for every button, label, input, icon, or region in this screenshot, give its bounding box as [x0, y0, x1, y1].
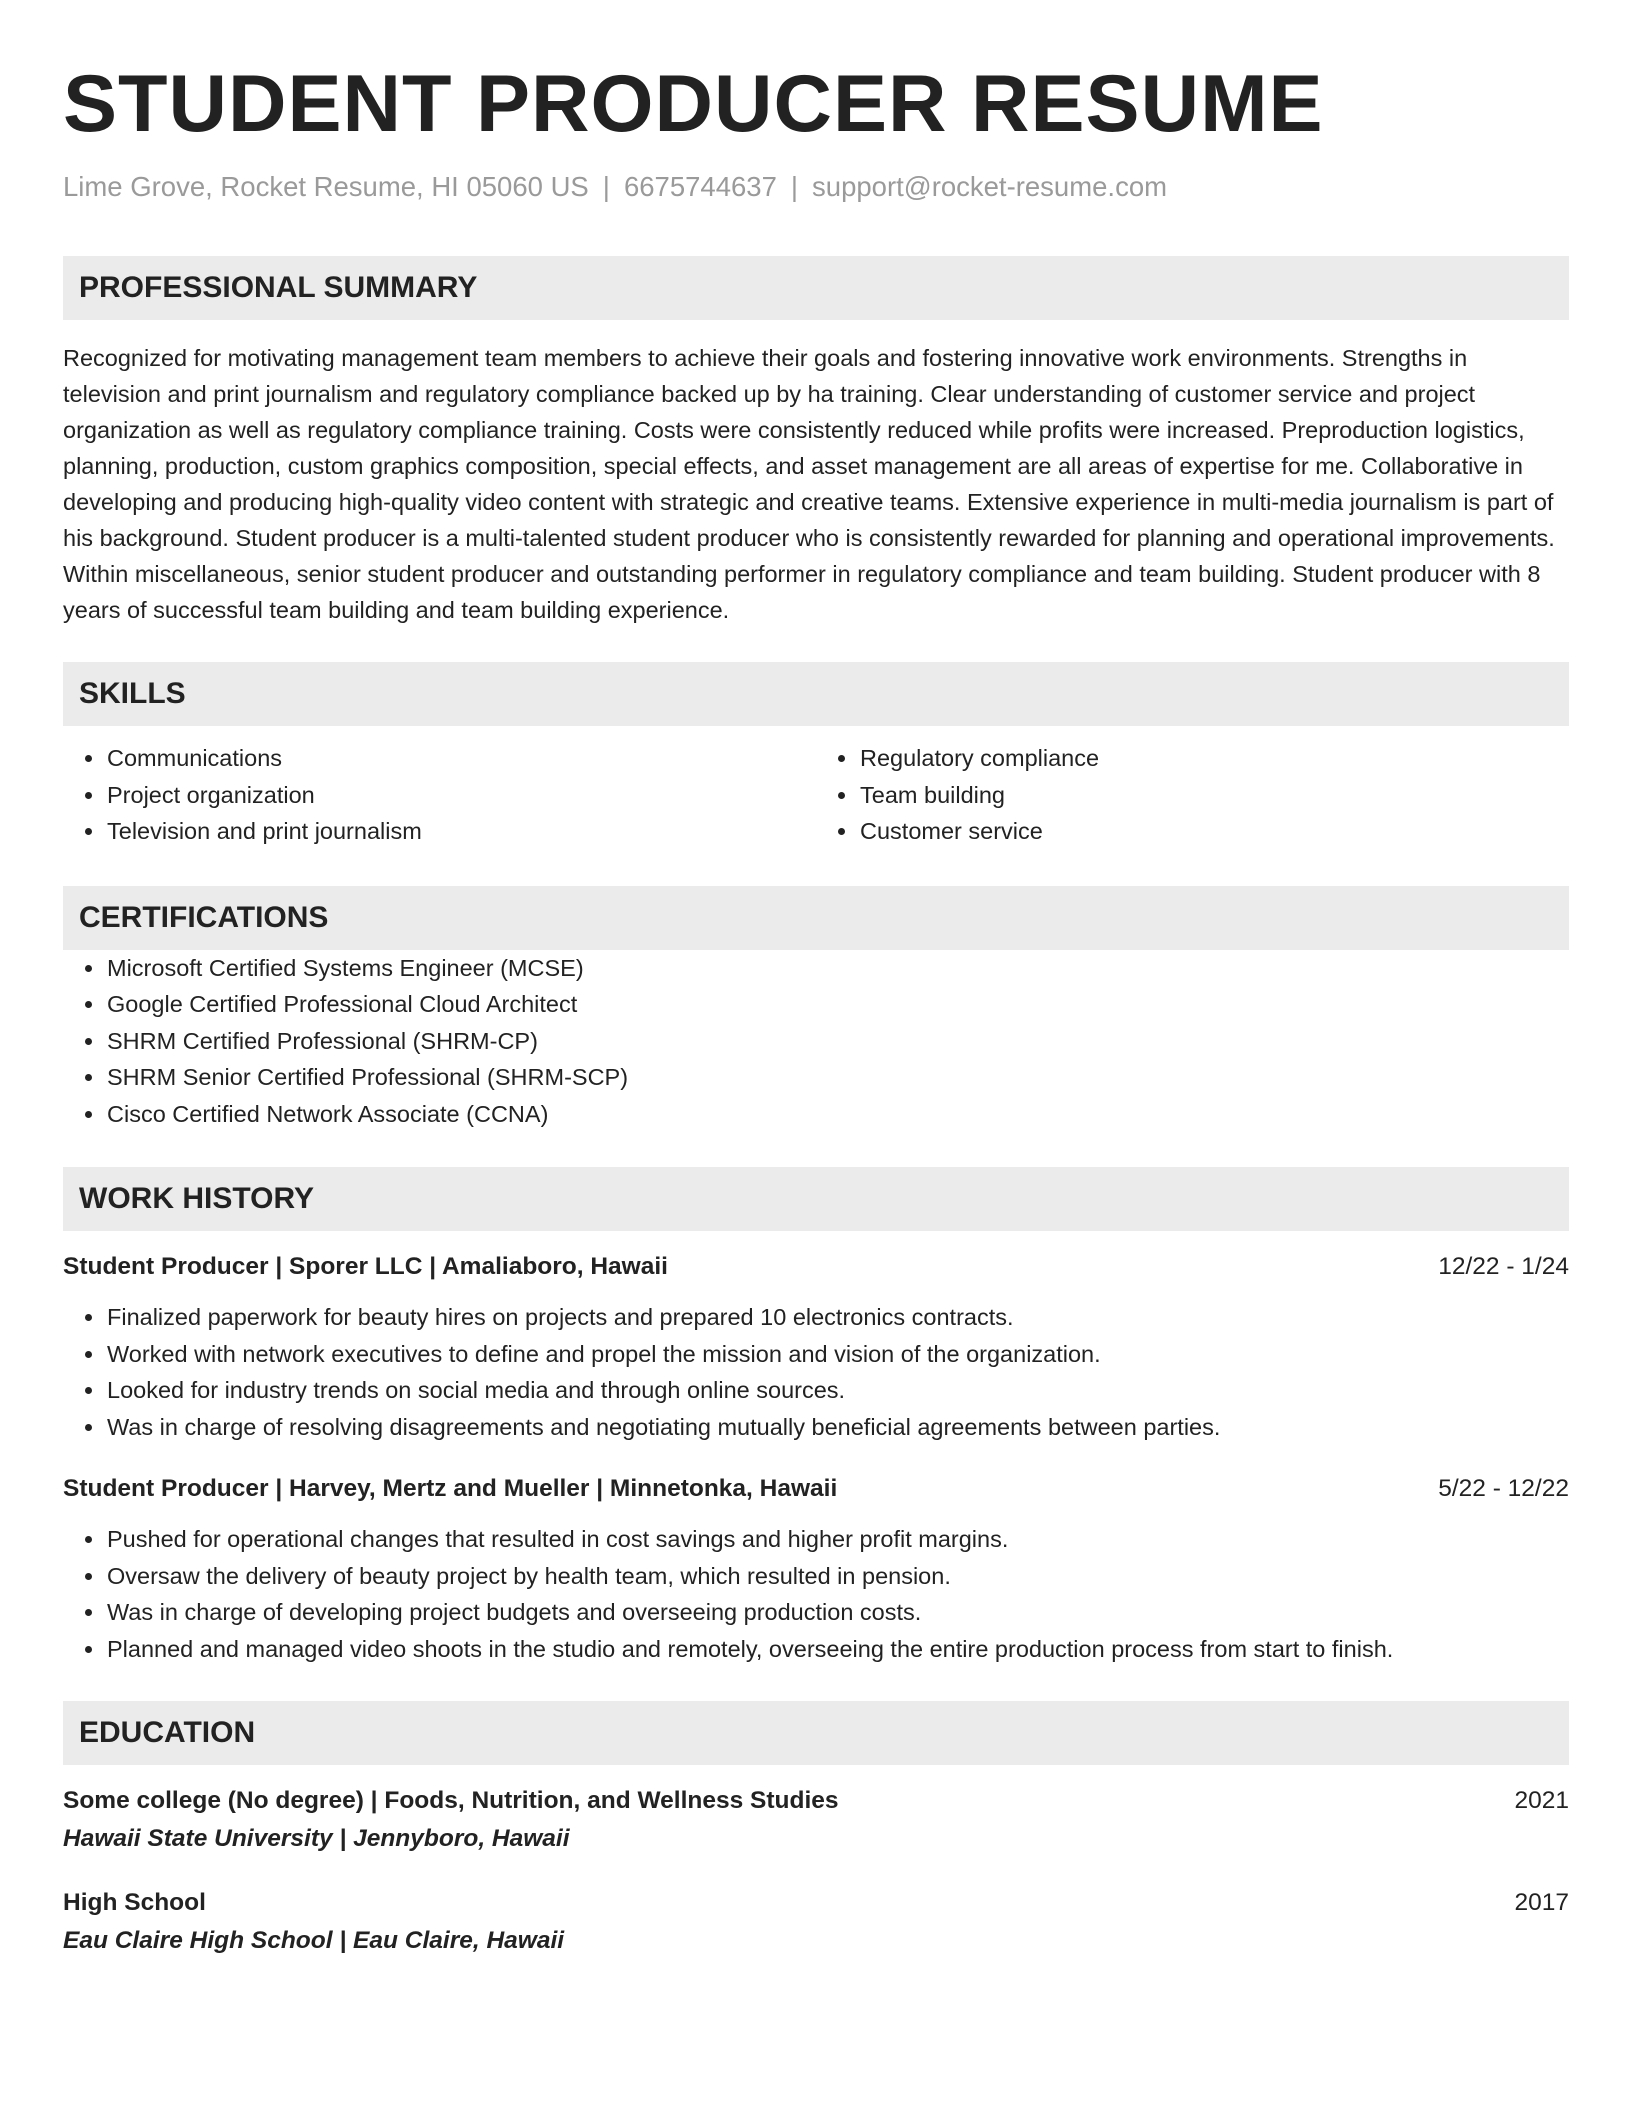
- job-bullet: • Worked with network executives to define and propel the mission and vision of the organization.: [106, 1336, 1569, 1373]
- job-title: Student Producer | Sporer LLC | Amaliaboro, Hawaii: [63, 1253, 668, 1280]
- skills-column-right: [816, 740, 1569, 850]
- job-dates: 12/22 - 1/24: [1438, 1253, 1569, 1280]
- education-degree: High School: [63, 1889, 206, 1916]
- certifications-list: [63, 950, 1569, 1133]
- education-school: Eau Claire High School | Eau Claire, Hawaii: [63, 1927, 565, 1954]
- job-bullet: • Was in charge of resolving disagreements and negotiating mutually beneficial agreements between parties.: [106, 1409, 1569, 1446]
- education-header: [63, 1885, 1569, 1921]
- job-entry: [63, 1249, 1569, 1445]
- certification-item: • Google Certified Professional Cloud Architect: [106, 986, 1569, 1023]
- job-entry: [63, 1471, 1569, 1667]
- job-bullets: [63, 1521, 1569, 1667]
- skill-item: • Project organization: [106, 777, 816, 814]
- job-header: [63, 1471, 1569, 1507]
- certification-item: • SHRM Senior Certified Professional (SHRM-SCP): [106, 1059, 1569, 1096]
- contact-phone: 6675744637: [623, 171, 777, 202]
- section-heading-certifications: CERTIFICATIONS: [63, 886, 1569, 950]
- contact-address: Lime Grove, Rocket Resume, HI 05060 US: [63, 171, 589, 202]
- education-school: Hawaii State University | Jennyboro, Hawaii: [63, 1825, 570, 1852]
- education-entry: [63, 1885, 1569, 1959]
- education-year: 2021: [1514, 1787, 1569, 1814]
- skill-item: • Regulatory compliance: [859, 740, 1569, 777]
- summary-text: Recognized for motivating management team members to achieve their goals and fostering innovative work environments. Strengths in television and print journalism and regulatory compliance backed up by ha training. Clear understanding of customer service and project organization as well as regulatory compliance training. Costs were consistently reduced while profits were increased. Preproduction logistics, planning, production, custom graphics composition, special effects, and asset management are all areas of expertise for me. Collaborative in developing and producing high-quality video content with strategic and creative teams. Extensive experience in multi-media journalism is part of his background. Student producer is a multi-talented student producer who is consistently rewarded for planning and operational improvements. Within miscellaneous, senior student producer and outstanding performer in regulatory compliance and team building. Student producer with 8 years of successful team building and team building experience.: [63, 345, 1555, 623]
- section-heading-education: EDUCATION: [63, 1701, 1569, 1765]
- section-heading-summary: PROFESSIONAL SUMMARY: [63, 256, 1569, 320]
- job-bullet: • Planned and managed video shoots in the studio and remotely, overseeing the entire production process from start to finish.: [106, 1631, 1569, 1668]
- skill-item: • Communications: [106, 740, 816, 777]
- resume-title: STUDENT PRODUCER RESUME: [63, 59, 1324, 149]
- certification-item: • Microsoft Certified Systems Engineer (MCSE): [106, 950, 1569, 987]
- job-bullet: • Pushed for operational changes that resulted in cost savings and higher profit margins.: [106, 1521, 1569, 1558]
- skill-item: • Television and print journalism: [106, 813, 816, 850]
- section-heading-work-history: WORK HISTORY: [63, 1167, 1569, 1231]
- contact-line: [63, 170, 1569, 204]
- education-entry: [63, 1783, 1569, 1857]
- section-heading-skills: SKILLS: [63, 662, 1569, 726]
- contact-separator: |: [602, 171, 610, 202]
- job-bullet: • Oversaw the delivery of beauty project by health team, which resulted in pension.: [106, 1558, 1569, 1595]
- certification-item: • Cisco Certified Network Associate (CCNA): [106, 1096, 1569, 1133]
- contact-email: support@rocket-resume.com: [812, 171, 1168, 202]
- skill-item: • Customer service: [859, 813, 1569, 850]
- contact-separator: |: [790, 171, 799, 202]
- skill-item: • Team building: [859, 777, 1569, 814]
- job-bullet: • Looked for industry trends on social media and through online sources.: [106, 1372, 1569, 1409]
- education-header: [63, 1783, 1569, 1819]
- certification-item: • SHRM Certified Professional (SHRM-CP): [106, 1023, 1569, 1060]
- job-header: [63, 1249, 1569, 1285]
- job-title: Student Producer | Harvey, Mertz and Mueller | Minnetonka, Hawaii: [63, 1475, 838, 1502]
- skills-list: [63, 740, 1569, 850]
- job-dates: 5/22 - 12/22: [1438, 1475, 1569, 1502]
- education-degree: Some college (No degree) | Foods, Nutrition, and Wellness Studies: [63, 1787, 839, 1814]
- job-bullet: • Was in charge of developing project budgets and overseeing production costs.: [106, 1594, 1569, 1631]
- skills-column-left: [63, 740, 816, 850]
- job-bullet: • Finalized paperwork for beauty hires on projects and prepared 10 electronics contracts.: [106, 1299, 1569, 1336]
- education-year: 2017: [1514, 1889, 1569, 1916]
- job-bullets: [63, 1299, 1569, 1445]
